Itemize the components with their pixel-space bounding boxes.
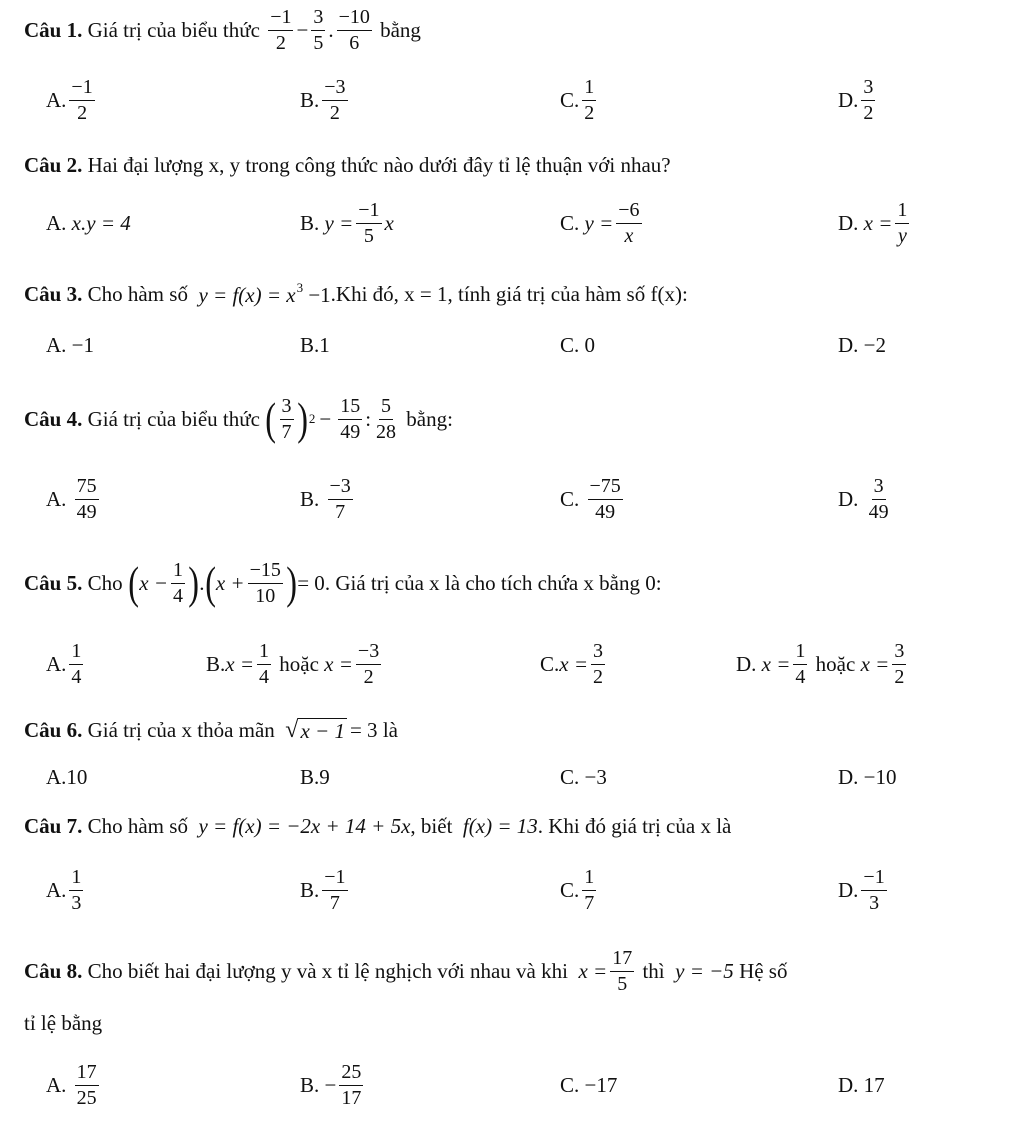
question-label: Câu 7. bbox=[24, 813, 83, 838]
question-suffix: là bbox=[382, 717, 398, 742]
option-c[interactable]: C. $\frac{-75}{49}$ bbox=[560, 474, 621, 523]
question-2 bbox=[24, 148, 1024, 182]
question-text-line2: tỉ lệ bằng bbox=[24, 1010, 103, 1035]
option-b[interactable]: B. x = $\frac{1}{4}$ hoặc x = $\frac{-3}{2}$ bbox=[206, 639, 380, 688]
question-rest: .Khi đó, x = 1, tính giá trị của hàm số f(x): bbox=[330, 281, 688, 306]
option-b[interactable]: B. $\frac{-3}{7}$ bbox=[300, 474, 351, 523]
option-d[interactable]: D. x = $\frac{1}{4}$ hoặc x = $\frac{3}{2}$ bbox=[736, 639, 905, 688]
question-text: Cho hàm số bbox=[87, 813, 188, 838]
formula-x: x = bbox=[578, 958, 608, 983]
question-label: Câu 8. bbox=[24, 958, 83, 983]
option-c[interactable]: C. x = $\frac{3}{2}$ bbox=[540, 639, 604, 688]
question-label: Câu 3. bbox=[24, 281, 83, 306]
question-suffix: bằng: bbox=[406, 406, 453, 431]
question-text: Giá trị của biểu thức bbox=[87, 406, 260, 431]
question-suffix: bằng bbox=[380, 17, 421, 42]
option-d[interactable]: D. −10 bbox=[838, 764, 897, 789]
question-mid: thì bbox=[642, 958, 665, 983]
options-2 bbox=[0, 192, 1024, 254]
question-rest: Hệ số bbox=[739, 958, 788, 983]
formula-2: f(x) = 13 bbox=[462, 813, 538, 838]
option-c[interactable]: C. 0 bbox=[560, 332, 596, 357]
option-c[interactable]: C. −3 bbox=[560, 764, 607, 789]
question-label: Câu 2. bbox=[24, 152, 83, 177]
option-b[interactable]: B. 9 bbox=[300, 764, 330, 789]
question-rest: . Khi đó giá trị của x là bbox=[537, 813, 732, 838]
options-6 bbox=[0, 760, 1024, 794]
question-8 bbox=[24, 940, 1024, 1002]
question-mid: , biết bbox=[410, 813, 453, 838]
option-d[interactable]: D. $\frac{3}{49}$ bbox=[838, 474, 889, 523]
options-8 bbox=[0, 1052, 1024, 1118]
question-7 bbox=[24, 808, 1024, 844]
options-1 bbox=[0, 72, 1024, 128]
question-rest: . Giá trị của x là cho tích chứa x bằng 0: bbox=[324, 570, 662, 595]
expression: ( x − $\frac{1}{4}$ ) . ( x + $\frac{-15}{10}$ ) = 0 bbox=[128, 557, 325, 608]
option-c[interactable]: C. $\frac{1}{2}$ bbox=[560, 75, 595, 124]
option-d[interactable]: D. $\frac{-1}{3}$ bbox=[838, 865, 885, 914]
question-1 bbox=[24, 6, 1024, 54]
question-text: Giá trị của x thỏa mãn bbox=[87, 717, 275, 742]
option-b[interactable]: B. y = $\frac{-1}{5}$ x bbox=[300, 198, 394, 247]
options-5 bbox=[0, 632, 1024, 696]
option-b[interactable]: B. $\frac{-1}{7}$ bbox=[300, 865, 346, 914]
square-root: √ x − 1 bbox=[285, 716, 345, 743]
option-c[interactable]: C. −17 bbox=[560, 1072, 618, 1097]
option-d[interactable]: D. 17 bbox=[838, 1072, 885, 1097]
formula: $y = f(x) = x^3 -1$ bbox=[198, 280, 331, 307]
option-a[interactable]: A. $\frac{75}{49}$ bbox=[46, 474, 97, 523]
options-4 bbox=[0, 466, 1024, 532]
option-d[interactable]: D. $\frac{3}{2}$ bbox=[838, 75, 874, 124]
expression: ( $\frac{3}{7}$ ) 2 − $\frac{15}{49}$ : $\frac{5}{28}$ bbox=[265, 393, 397, 444]
option-c[interactable]: C. y = $\frac{-6}{x}$ bbox=[560, 198, 640, 247]
question-text: Cho hàm số bbox=[87, 281, 188, 306]
option-a[interactable]: A. $\frac{1}{3}$ bbox=[46, 865, 82, 914]
question-6: Câu 6. Giá trị của x thỏa mãn √ x − 1 = 3 là bbox=[24, 716, 398, 743]
question-8-continued bbox=[24, 1006, 1024, 1040]
option-c[interactable]: C. $\frac{1}{7}$ bbox=[560, 865, 595, 914]
option-a[interactable]: A. x.y = 4 bbox=[46, 210, 131, 235]
question-label: Câu 1. bbox=[24, 17, 83, 42]
option-b[interactable]: B. − $\frac{25}{17}$ bbox=[300, 1060, 362, 1109]
question-5 bbox=[24, 550, 1024, 616]
question-3 bbox=[24, 276, 1024, 312]
option-d[interactable]: D. x = $\frac{1}{y}$ bbox=[838, 198, 908, 247]
option-b[interactable]: B. $\frac{-3}{2}$ bbox=[300, 75, 346, 124]
option-a[interactable]: A. 10 bbox=[46, 764, 88, 789]
question-text: Giá trị của biểu thức bbox=[87, 17, 260, 42]
question-label: Câu 4. bbox=[24, 406, 83, 431]
question-label: Câu 6. bbox=[24, 717, 83, 742]
expression: $\frac{-1}{2}$ − $\frac{3}{5}$ . $\frac{-10}{6}$ bbox=[270, 5, 370, 54]
question-label: Câu 5. bbox=[24, 570, 83, 595]
question-text: Cho biết hai đại lượng y và x tỉ lệ nghịch với nhau và khi bbox=[87, 958, 568, 983]
option-d[interactable]: D. −2 bbox=[838, 332, 887, 357]
formula: y = f(x) = −2x + 14 + 5x bbox=[198, 813, 411, 838]
option-a[interactable]: A. $\frac{-1}{2}$ bbox=[46, 75, 93, 124]
option-a[interactable]: A. −1 bbox=[46, 332, 95, 357]
question-4 bbox=[24, 386, 1024, 452]
options-3 bbox=[0, 328, 1024, 362]
formula-y: y = −5 bbox=[675, 958, 734, 983]
option-b[interactable]: B. 1 bbox=[300, 332, 330, 357]
option-a[interactable]: A. $\frac{17}{25}$ bbox=[46, 1060, 97, 1109]
option-a[interactable]: A. $\frac{1}{4}$ bbox=[46, 639, 82, 688]
fraction: $\frac{17}{5}$ bbox=[612, 946, 633, 995]
question-text: Cho bbox=[87, 570, 123, 595]
question-text: Hai đại lượng x, y trong công thức nào dưới đây tỉ lệ thuận với nhau? bbox=[87, 152, 671, 177]
options-7 bbox=[0, 858, 1024, 922]
